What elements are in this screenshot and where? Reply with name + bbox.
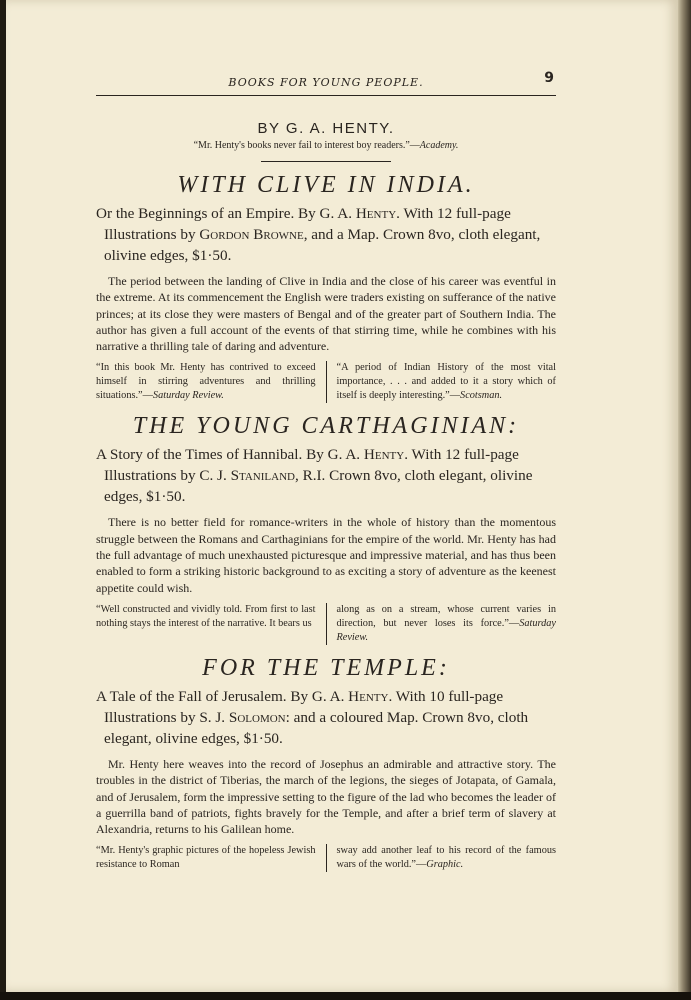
book-reviews [96,361,556,403]
review-right: “A period of Indian History of the most vital importance, . . . and added to it a story which of itself is deeply interesting.”—Scotsman. [336,362,556,402]
review-right: sway add another leaf to his record of the famous wars of the world.”—Graphic. [336,845,556,871]
book-summary: The period between the landing of Clive in India and the close of his career was eventful in the extreme. At its commencement the English were traders existing on sufferance of the native princes; at its close they were masters of Bengal and of the greater part of Southern India. The author has given a full account of the events of that stirring time, while he combines with his narrative a thrilling tale of daring and adventure. [96,274,556,354]
review-left: “In this book Mr. Henty has contrived to exceed himself in stirring adventures and thrilling situations.”—Saturday Review. [96,361,327,403]
page-content [96,66,556,872]
book-description: A Story of the Times of Hannibal. By G. A. Henty. With 12 full-page Illustrations by C. J. Staniland, R.I. Crown 8vo, cloth elegant, olivine edges, $1·50. [96,446,533,506]
author-heading: BY G. A. HENTY. [257,120,395,137]
page-number: 9 [544,70,554,86]
bottom-edge [0,992,691,1000]
book-entry [96,655,556,872]
review-right: along as on a stream, whose current varies in direction, but never loses its force.”—Saturday Review. [336,603,556,643]
review-left: “Mr. Henty's graphic pictures of the hopeless Jewish resistance to Roman [96,844,327,872]
book-description: Or the Beginnings of an Empire. By G. A. Henty. With 12 full-page Illustrations by Gordon Browne, and a Map. Crown 8vo, cloth elegant, olivine edges, $1·50. [96,205,541,264]
book-summary: Mr. Henty here weaves into the record of Josephus an admirable and attractive story. The troubles in the district of Tiberias, the march of the legions, the sieges of Jotapata, of Gamala, and of Jerusalem, form the impressive setting to the figure of the lad who becomes the leader of a guerrilla band of patriots, fights bravely for the Temple, and after a brief term of slavery at Alexandria, returns to his Galilean home. [96,756,556,837]
book-title: FOR THE TEMPLE: [202,654,450,681]
header-rule [96,95,556,96]
book-reviews [96,844,556,872]
book-title: THE YOUNG CARTHAGINIAN: [132,413,520,440]
book-description: A Tale of the Fall of Jerusalem. By G. A. Henty. With 10 full-page Illustrations by S. J. Solomon: and a coloured Map. Crown 8vo, cloth elegant, olivine edges, $1·50. [96,687,529,747]
praise-quote: “Mr. Henty's books never fail to interest boy readers.”—Academy. [193,140,459,151]
book-entry [96,413,556,644]
book-summary: There is no better field for romance-writers in the whole of history than the momentous struggle between the Romans and Carthaginians for the empire of the world. Mr. Henty has had the full advantage of much unexhausted picturesque and impressive material, and has thus been enabled to form a striking historic background to as exciting a story of adventure as the keenest appetite could wish. [96,515,556,595]
book-page [6,0,678,992]
book-entry [96,172,556,403]
book-title: WITH CLIVE IN INDIA. [177,172,475,198]
section-rule [261,161,391,162]
page-edge [678,0,691,1000]
running-title: BOOKS FOR YOUNG PEOPLE. [228,76,424,89]
running-head [96,66,556,88]
review-left: “Well constructed and vividly told. From first to last nothing stays the interest of the narrative. It bears us [96,603,327,645]
book-reviews [96,603,556,645]
